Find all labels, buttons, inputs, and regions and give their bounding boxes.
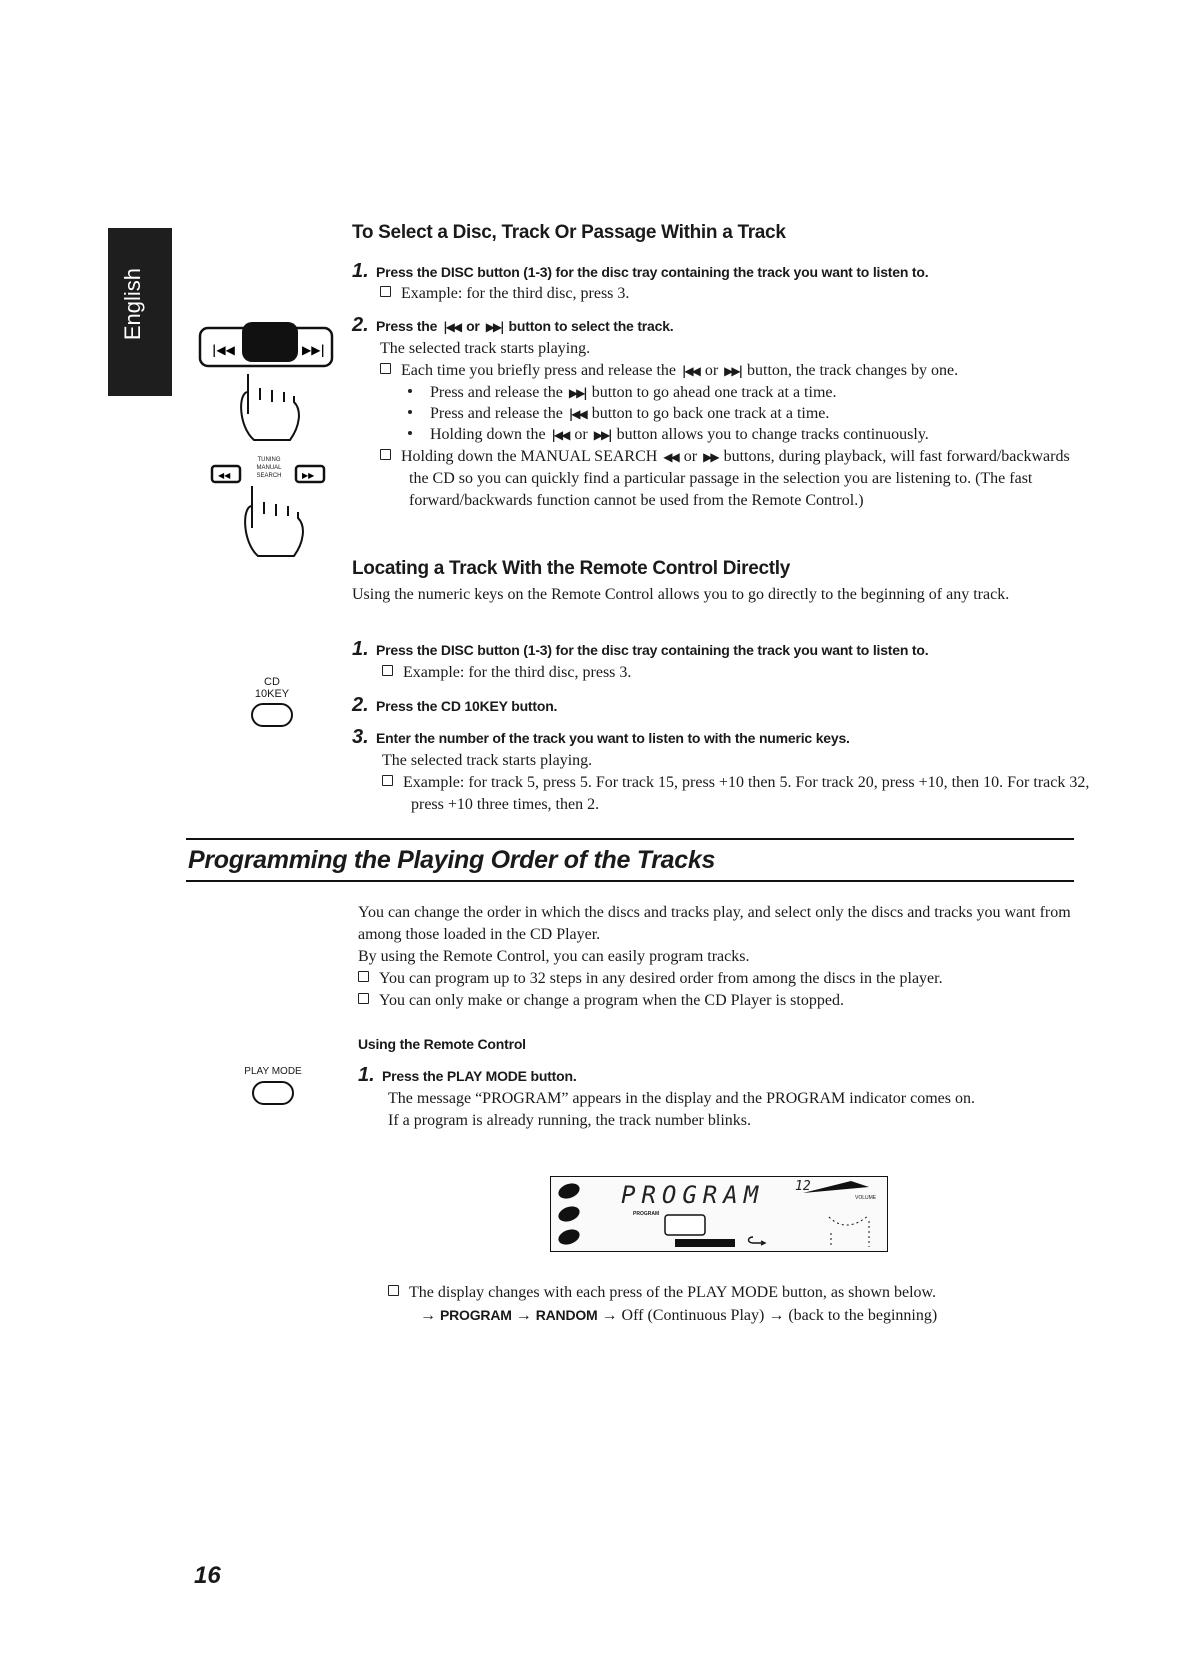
section3-step1-desc1: The message “PROGRAM” appears in the display and the PROGRAM indicator comes on. bbox=[388, 1090, 976, 1107]
tenkey-label: 10KEY bbox=[254, 688, 290, 700]
arrow-right-icon: → bbox=[515, 1307, 532, 1324]
dot-bullet-icon bbox=[408, 410, 412, 414]
section1-bullet1: Press and release the ▶▶| button to go ahead one track at a time. bbox=[408, 382, 837, 404]
section1-bullet2: Press and release the |◀◀ button to go back one track at a time. bbox=[408, 403, 829, 425]
step-number: 1. bbox=[352, 260, 369, 282]
arrow-right-icon: → bbox=[601, 1307, 618, 1324]
section2-step3-note: Example: for track 5, press 5. For track 15, press +10 then 5. For track 20, press +10, then 10. For track 32, press +10 three times, then 2. bbox=[382, 772, 1101, 816]
next-track-icon: ▶▶| bbox=[485, 320, 503, 334]
svg-text:▶▶|: ▶▶| bbox=[302, 343, 325, 357]
section3-subhead: Using the Remote Control bbox=[358, 1036, 526, 1052]
skip-buttons-illustration bbox=[198, 322, 338, 452]
lcd-track-number: 12 bbox=[795, 1179, 811, 1194]
arrow-right-icon: → bbox=[420, 1307, 436, 1324]
language-tab bbox=[108, 228, 172, 396]
section3-intro2: By using the Remote Control, you can easily program tracks. bbox=[358, 948, 750, 965]
play-mode-sequence: → PROGRAM → RANDOM → Off (Continuous Play) → (back to the beginning) bbox=[420, 1307, 938, 1324]
lcd-volume-label: VOLUME bbox=[855, 1195, 877, 1201]
manual-search-illustration bbox=[210, 456, 340, 568]
playmode-label: PLAY MODE bbox=[244, 1066, 302, 1077]
section2-step1-note: Example: for the third disc, press 3. bbox=[382, 662, 631, 684]
section3-top-rule bbox=[186, 838, 1074, 840]
section2-title: Locating a Track With the Remote Control Directly bbox=[352, 558, 791, 579]
step-number: 3. bbox=[352, 726, 369, 748]
arrow-right-icon: → bbox=[768, 1307, 785, 1324]
section1-step2: 2. Press the |◀◀ or ▶▶| button to select the track. bbox=[352, 314, 674, 336]
step-number: 1. bbox=[352, 638, 369, 660]
section3-step1-desc2: If a program is already running, the track number blinks. bbox=[388, 1112, 751, 1129]
svg-text:▶▶: ▶▶ bbox=[302, 471, 315, 480]
section1-step2-note1: Each time you briefly press and release the |◀◀ or ▶▶| button, the track changes by one. bbox=[380, 360, 1060, 382]
cd-10key-button-shape bbox=[251, 703, 293, 727]
next-track-icon: ▶▶| bbox=[568, 386, 586, 400]
section3-note2: You can only make or change a program when the CD Player is stopped. bbox=[358, 990, 844, 1012]
section1-bullet3: Holding down the |◀◀ or ▶▶| button allows you to change tracks continuously. bbox=[408, 424, 929, 446]
prev-track-icon: |◀◀ bbox=[568, 407, 586, 421]
lcd-program-indicator: PROGRAM bbox=[633, 1211, 660, 1217]
checkbox-bullet-icon bbox=[382, 665, 393, 676]
section1-step2-note2: Holding down the MANUAL SEARCH ◀◀ or ▶▶ buttons, during playback, will fast forward/backwards the CD so you can quickly find a particular passage in the selection you are listening to. (The fast forward/backwards function cannot be used from the Remote Control.) bbox=[380, 446, 1089, 512]
svg-text:|◀◀: |◀◀ bbox=[212, 343, 235, 357]
checkbox-bullet-icon bbox=[380, 449, 391, 460]
step-number: 2. bbox=[352, 314, 369, 336]
section1-step1 bbox=[352, 260, 1052, 283]
section3-bottom-rule bbox=[186, 880, 1074, 882]
section3-note3: The display changes with each press of the PLAY MODE button, as shown below. bbox=[388, 1282, 1078, 1304]
prev-track-icon: |◀◀ bbox=[682, 364, 699, 378]
section2-step3-desc: The selected track starts playing. bbox=[382, 752, 593, 769]
section2-step3: 3. Enter the number of the track you want to listen to with the numeric keys. bbox=[352, 726, 850, 748]
step-number: 1. bbox=[358, 1064, 375, 1086]
page-number: 16 bbox=[194, 1562, 221, 1589]
checkbox-bullet-icon bbox=[358, 971, 369, 982]
play-mode-button-shape bbox=[252, 1081, 294, 1105]
svg-text:◀◀: ◀◀ bbox=[218, 471, 231, 480]
section1-title: To Select a Disc, Track Or Passage Within a Track bbox=[352, 222, 786, 243]
section3-title: Programming the Playing Order of the Tracks bbox=[188, 846, 716, 874]
dot-bullet-icon bbox=[408, 389, 412, 393]
checkbox-bullet-icon bbox=[388, 1285, 399, 1296]
cd-display-panel bbox=[550, 1176, 888, 1252]
checkbox-bullet-icon bbox=[380, 286, 391, 297]
checkbox-bullet-icon bbox=[358, 993, 369, 1004]
checkbox-bullet-icon bbox=[380, 363, 391, 374]
next-track-icon: ▶▶| bbox=[724, 364, 742, 378]
tuning-label: TUNING bbox=[257, 457, 281, 463]
section3-intro1: You can change the order in which the discs and tracks play, and select only the discs and tracks you want from among those loaded in the CD Player. bbox=[358, 904, 1071, 943]
checkbox-bullet-icon bbox=[382, 775, 393, 786]
step-number: 2. bbox=[352, 694, 369, 716]
section1-step2-desc: The selected track starts playing. bbox=[380, 340, 591, 357]
language-tab-label: English bbox=[120, 268, 145, 341]
prev-track-icon: |◀◀ bbox=[443, 320, 461, 334]
section1-step1-note: Example: for the third disc, press 3. bbox=[380, 283, 629, 305]
rewind-icon: ◀◀ bbox=[663, 450, 678, 464]
next-track-icon: ▶▶| bbox=[593, 428, 611, 442]
cd-10key-illustration bbox=[246, 676, 298, 727]
section2-step1: 1. Press the DISC button (1-3) for the disc tray containing the track you want to listen to. bbox=[352, 638, 929, 660]
step-text: Press the DISC button (1-3) for the disc tray containing the track you want to listen to. bbox=[376, 264, 929, 280]
section2-step2: 2. Press the CD 10KEY button. bbox=[352, 694, 558, 716]
dot-bullet-icon bbox=[408, 431, 412, 435]
fast-forward-icon: ▶▶ bbox=[703, 450, 718, 464]
section2-intro: Using the numeric keys on the Remote Control allows you to go directly to the beginning of any track. bbox=[352, 586, 1010, 603]
manual-search-label: MANUAL SEARCH bbox=[256, 465, 282, 479]
play-mode-illustration bbox=[240, 1066, 306, 1105]
section3-note1: You can program up to 32 steps in any desired order from among the discs in the player. bbox=[358, 968, 1078, 990]
section3-step1: 1. Press the PLAY MODE button. bbox=[358, 1064, 577, 1086]
cd-label: CD bbox=[264, 676, 280, 688]
lcd-program-text: PROGRAM bbox=[621, 1181, 765, 1209]
prev-track-icon: |◀◀ bbox=[551, 428, 569, 442]
